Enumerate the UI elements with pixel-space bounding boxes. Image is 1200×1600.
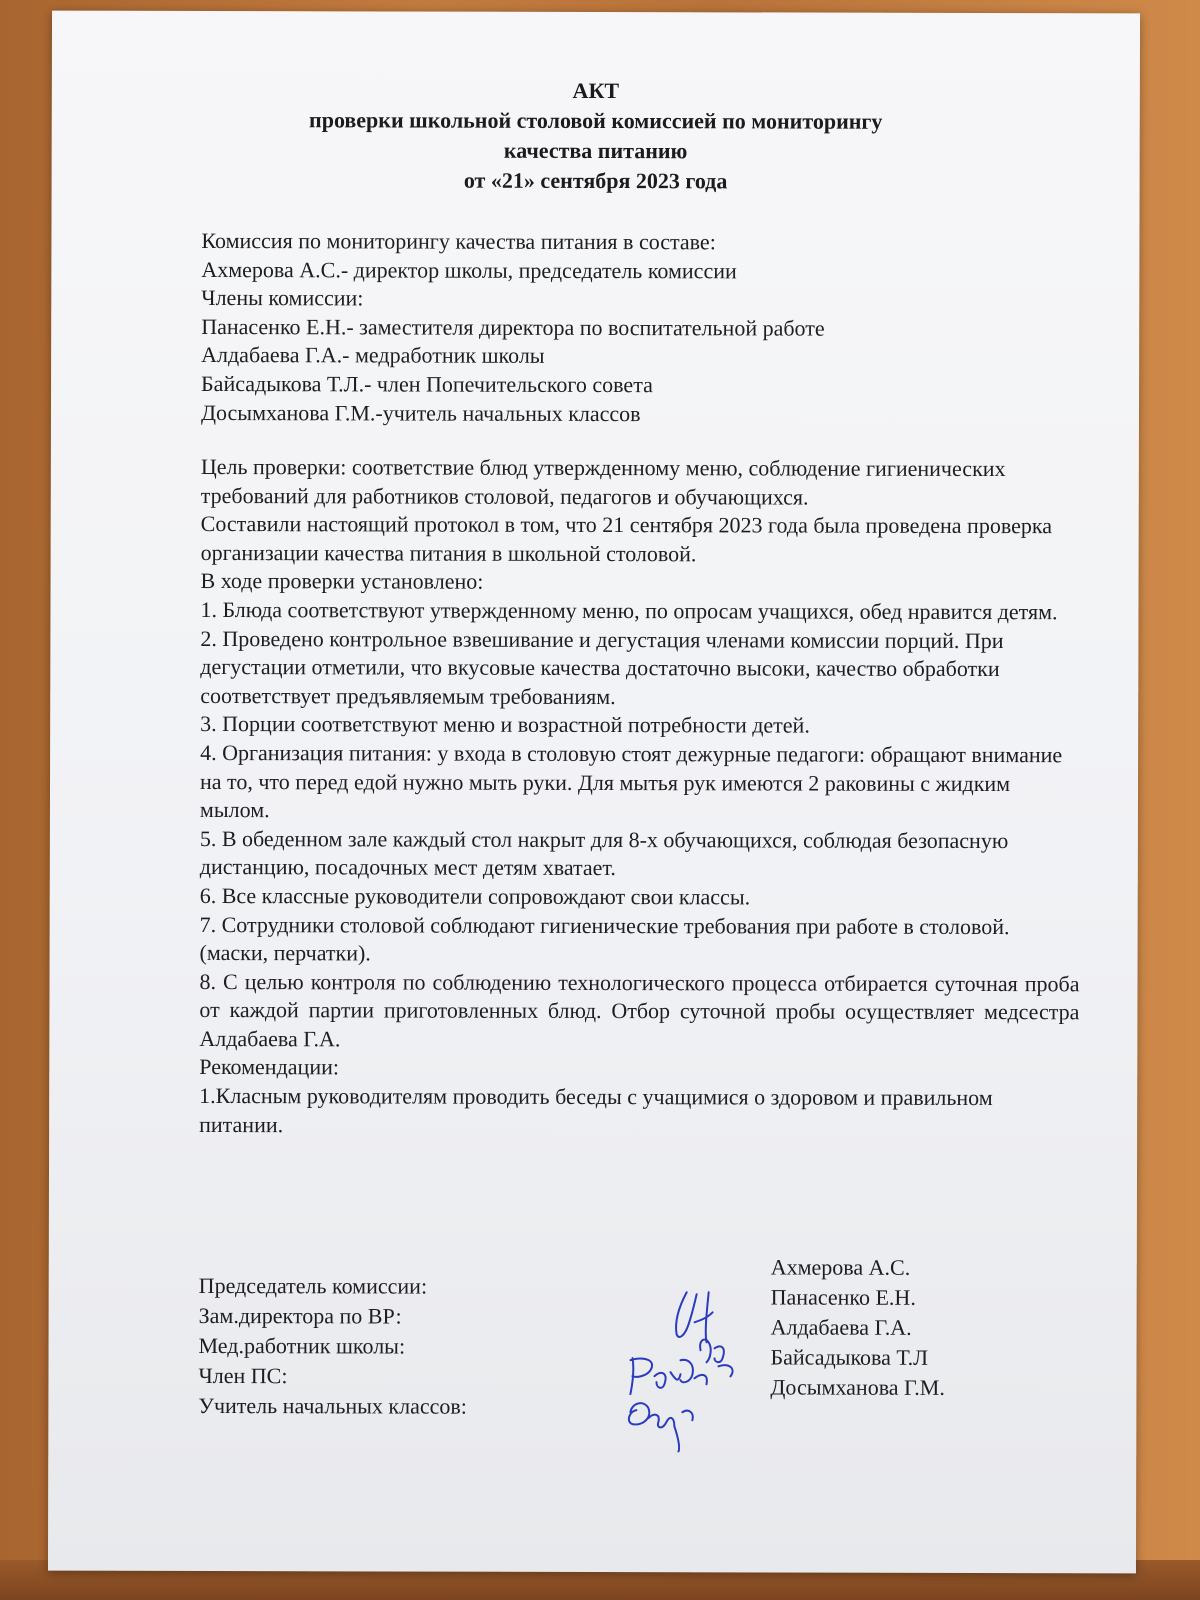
document-subtitle-line-2: качества питанию [503,137,688,164]
role-medic: Мед.работник школы: [198,1332,406,1359]
role-teacher: Учитель начальных классов: [198,1392,467,1419]
document-header [52,75,1140,198]
finding-3: 3. Порции соответствуют меню и возрастной потребности детей. [200,711,810,738]
finding-8: 8. С целью контроля по соблюдению технологического процесса отбирается суточная проба от каждой партии приготовленных блюд. Отбор суточной пробы осуществляет медсестра Алдабаева Г.А. [199,968,1080,1052]
findings-label: В ходе проверки установлено: [200,568,484,595]
commission-intro: Комиссия по мониторингу качества питания в составе: [201,227,716,255]
signer-council-member: Байсадыкова Т.Л [770,1344,929,1370]
member-2: Алдабаева Г.А.- медработник школы [201,342,545,369]
commission-chair: Ахмерова А.С.- директор школы, председатель комиссии [201,256,737,283]
member-4: Досымханова Г.М.-учитель начальных классов [200,399,641,426]
member-1: Панасенко Е.Н.- заместителя директора по воспитательной работе [201,313,825,341]
commission-section [201,227,1082,429]
document-title: АКТ [572,77,620,104]
document-subtitle-line-1: проверки школьной столовой комиссией по мониторингу [309,107,883,134]
finding-6: 6. Все классные руководители сопровождают свои классы. [199,882,751,910]
signature-names [770,1252,1070,1403]
recommendation-1: 1.Класным руководителям проводить беседы с учащимися о здоровом и правильном питании. [199,1083,993,1137]
member-3: Байсадыкова Т.Л.- член Попечительского совета [201,370,653,398]
handwritten-signatures [608,1262,778,1452]
finding-1: 1. Блюда соответствуют утвержденному меню, по опросам учащихся, обед нравится детям. [200,596,1058,625]
inspection-section [199,453,1081,1142]
document-page [48,11,1140,1574]
signer-chair: Ахмерова А.С. [770,1254,911,1280]
signature-roles [198,1271,618,1422]
signer-deputy: Панасенко Е.Н. [770,1284,916,1310]
role-council-member: Член ПС: [198,1362,288,1389]
role-chair: Председатель комиссии: [198,1272,428,1299]
finding-5: 5. В обеденном зале каждый стол накрыт для 8-х обучающихся, соблюдая безопасную дистанцию, посадочных мест детям хватает. [199,825,1009,881]
role-deputy: Зам.директора по ВР: [198,1302,402,1329]
members-label: Члены комиссии: [201,285,364,311]
finding-7: 7. Сотрудники столовой соблюдают гигиенические требования при работе в столовой. (маски, перчатки). [199,911,1010,966]
signer-medic: Алдабаева Г.А. [770,1314,912,1340]
document-date: от «21» сентября 2023 года [463,167,728,194]
recommendations-label: Рекомендации: [199,1054,340,1080]
signer-teacher: Досымханова Г.М. [770,1374,945,1400]
finding-2: 2. Проведено контрольное взвешивание и дегустация членами комиссии порций. При дегустации отметили, что вкусовые качества достаточно высоки, качество обработки соответствует предъявляемым требованиям. [200,625,1004,709]
inspection-protocol: Составили настоящий протокол в том, что 21 сентября 2023 года была проведена проверка организации качества питания в школьной столовой. [200,511,1053,567]
finding-4: 4. Организация питания: у входа в столовую стоят дежурные педагоги: обращают внимание на то, что перед едой нужно мыть руки. Для мытья рук имеются 2 раковины с жидким мылом. [199,739,1063,823]
inspection-goal: Цель проверки: соответствие блюд утвержденному меню, соблюдение гигиенических требований для работников столовой, педагогов и обучающихся. [200,453,1006,510]
